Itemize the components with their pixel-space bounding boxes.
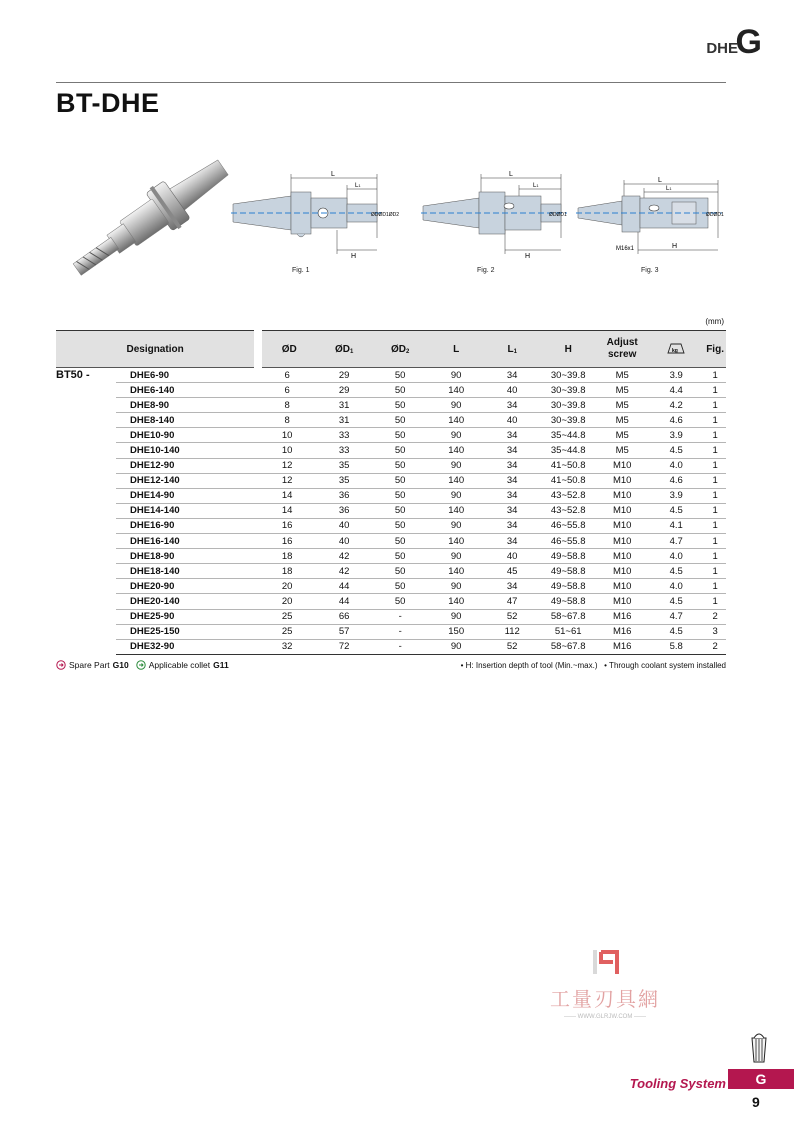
col-fig: Fig. [704, 331, 726, 368]
designation-cell: DHE6-90 [116, 368, 258, 383]
table-cell: 4.6 [648, 473, 704, 488]
table-cell: 4.5 [648, 503, 704, 518]
table-cell: - [372, 624, 428, 639]
spare-part-label: Spare Part [69, 660, 110, 670]
table-cell: M5 [596, 443, 648, 458]
table-cell: 12 [258, 458, 316, 473]
fig1-label-dims: ØDØD1ØD2 [371, 212, 400, 218]
table-cell: 14 [258, 503, 316, 518]
table-cell: 1 [704, 518, 726, 533]
table-cell: 42 [316, 564, 372, 579]
figure-1-caption: Fig. 1 [292, 267, 310, 274]
table-cell: 33 [316, 428, 372, 443]
table-cell: 34 [484, 488, 540, 503]
designation-cell: DHE10-90 [116, 428, 258, 443]
table-cell: 4.0 [648, 458, 704, 473]
footer-tooling-system: Tooling System [629, 1076, 726, 1091]
figure-2-caption: Fig. 2 [477, 267, 495, 274]
watermark-text: 工量刃具網 [550, 987, 660, 1011]
table-cell: 50 [372, 413, 428, 428]
table-cell: 41~50.8 [540, 458, 596, 473]
table-row [56, 534, 726, 549]
fig1-label-l: L [331, 171, 335, 178]
designation-cell: DHE12-90 [116, 458, 258, 473]
fig3-label-h: H [672, 243, 678, 250]
table-cell: 4.7 [648, 534, 704, 549]
designation-cell: DHE25-90 [116, 609, 258, 624]
table-cell: 1 [704, 458, 726, 473]
figure-3-caption: Fig. 3 [641, 267, 659, 274]
table-cell: 50 [372, 368, 428, 383]
section-tab[interactable]: G [728, 1069, 794, 1089]
table-row [56, 383, 726, 398]
table-cell: 90 [428, 518, 484, 533]
table-cell: 47 [484, 594, 540, 609]
table-cell: 50 [372, 594, 428, 609]
table-cell: 34 [484, 518, 540, 533]
watermark [520, 948, 690, 1020]
table-cell: 30~39.8 [540, 383, 596, 398]
table-cell: 6 [258, 383, 316, 398]
table-cell: - [372, 609, 428, 624]
table-cell: 16 [258, 534, 316, 549]
table-cell: 140 [428, 443, 484, 458]
table-cell: 90 [428, 609, 484, 624]
table-cell: 50 [372, 518, 428, 533]
fig1-label-l1: L1 [355, 183, 361, 189]
designation-cell: DHE18-90 [116, 549, 258, 564]
table-cell: 2 [704, 639, 726, 654]
table-cell: 4.5 [648, 594, 704, 609]
table-cell: 43~52.8 [540, 503, 596, 518]
table-row [56, 549, 726, 564]
table-cell: 2 [704, 609, 726, 624]
table-cell: 34 [484, 503, 540, 518]
table-cell: 3.9 [648, 488, 704, 503]
designation-cell: DHE10-140 [116, 443, 258, 458]
designation-cell: DHE32-90 [116, 639, 258, 654]
fig2-label-l: L [509, 171, 513, 178]
fig3-label-l: L [658, 177, 662, 184]
unit-label: (mm) [705, 317, 724, 326]
table-row [56, 428, 726, 443]
table-cell: 52 [484, 639, 540, 654]
table-cell: 40 [484, 549, 540, 564]
col-l1: L1 [484, 331, 540, 368]
table-cell: 58~67.8 [540, 609, 596, 624]
table-cell: 1 [704, 594, 726, 609]
table-cell: 3.9 [648, 428, 704, 443]
table-cell: 40 [316, 518, 372, 533]
col-l: L [428, 331, 484, 368]
table-cell: 50 [372, 488, 428, 503]
table-cell: M10 [596, 503, 648, 518]
table-cell: 50 [372, 398, 428, 413]
table-cell: 12 [258, 473, 316, 488]
table-cell: 3.9 [648, 368, 704, 383]
section-letter: G [735, 23, 762, 61]
table-cell: 1 [704, 473, 726, 488]
table-cell: 25 [258, 609, 316, 624]
table-cell: M10 [596, 534, 648, 549]
designation-cell: DHE8-140 [116, 413, 258, 428]
arrow-circle-icon [56, 660, 66, 670]
designation-cell: DHE14-90 [116, 488, 258, 503]
table-cell: 50 [372, 564, 428, 579]
table-cell: 50 [372, 443, 428, 458]
table-cell: 1 [704, 534, 726, 549]
table-cell: 140 [428, 503, 484, 518]
table-cell: 35~44.8 [540, 443, 596, 458]
table-cell: 46~55.8 [540, 534, 596, 549]
table-cell: 8 [258, 398, 316, 413]
designation-cell: DHE20-140 [116, 594, 258, 609]
designation-cell: DHE25-150 [116, 624, 258, 639]
table-cell: 57 [316, 624, 372, 639]
table-cell: 35~44.8 [540, 428, 596, 443]
table-cell: 34 [484, 398, 540, 413]
table-cell: 5.8 [648, 639, 704, 654]
table-cell: M10 [596, 594, 648, 609]
designation-cell: DHE18-140 [116, 564, 258, 579]
table-cell: 40 [316, 534, 372, 549]
table-cell: 4.7 [648, 609, 704, 624]
table-cell: 29 [316, 383, 372, 398]
table-cell: 40 [484, 413, 540, 428]
table-cell: 90 [428, 368, 484, 383]
table-cell: 50 [372, 383, 428, 398]
fig2-label-dims: ØDØD1 [549, 212, 567, 218]
table-cell: 140 [428, 594, 484, 609]
table-row [56, 518, 726, 533]
fig1-label-h: H [351, 253, 357, 260]
fig3-label-screw: M16x1 [616, 246, 635, 252]
table-cell: 4.5 [648, 624, 704, 639]
table-cell: M16 [596, 624, 648, 639]
table-cell: 140 [428, 473, 484, 488]
table-cell: 1 [704, 503, 726, 518]
table-row [56, 639, 726, 654]
page-title: BT-DHE [56, 88, 160, 118]
collet-icon [748, 1028, 770, 1066]
collet-ref[interactable]: G11 [213, 660, 229, 670]
table-cell: 25 [258, 624, 316, 639]
table-cell: - [372, 639, 428, 654]
group-label: BT50 - [56, 369, 90, 381]
table-cell: 52 [484, 609, 540, 624]
table-cell: 49~58.8 [540, 549, 596, 564]
table-cell: 20 [258, 579, 316, 594]
table-cell: 140 [428, 564, 484, 579]
fig3-label-dims: ØDØD1 [706, 212, 724, 218]
table-cell: M16 [596, 639, 648, 654]
table-cell: 1 [704, 383, 726, 398]
table-row [56, 503, 726, 518]
table-cell: 36 [316, 488, 372, 503]
table-cell: 43~52.8 [540, 488, 596, 503]
table-cell: 36 [316, 503, 372, 518]
table-cell: 34 [484, 579, 540, 594]
table-cell: 33 [316, 443, 372, 458]
table-cell: 1 [704, 579, 726, 594]
table-cell: 30~39.8 [540, 413, 596, 428]
table-cell: 50 [372, 534, 428, 549]
table-cell: 150 [428, 624, 484, 639]
table-cell: 90 [428, 398, 484, 413]
table-cell: 4.2 [648, 398, 704, 413]
table-cell: 49~58.8 [540, 579, 596, 594]
designation-cell: DHE6-140 [116, 383, 258, 398]
col-d: ØD [258, 331, 316, 368]
table-cell: 29 [316, 368, 372, 383]
table-cell: 58~67.8 [540, 639, 596, 654]
spare-part-ref[interactable]: G10 [112, 660, 129, 670]
table-cell: 140 [428, 383, 484, 398]
insertion-note: • H: Insertion depth of tool (Min.~max.) [460, 661, 598, 670]
table-cell: 34 [484, 368, 540, 383]
designation-cell: DHE16-140 [116, 534, 258, 549]
section-code: DHE [706, 40, 738, 57]
table-cell: 90 [428, 488, 484, 503]
col-h: H [540, 331, 596, 368]
table-cell: 50 [372, 549, 428, 564]
table-cell: 4.0 [648, 579, 704, 594]
table-cell: 3 [704, 624, 726, 639]
table-cell: 51~61 [540, 624, 596, 639]
table-header-row [56, 331, 726, 368]
fig2-label-l1: L1 [533, 183, 539, 189]
table-cell: M10 [596, 549, 648, 564]
table-cell: 50 [372, 473, 428, 488]
table-cell: 40 [484, 383, 540, 398]
table-cell: 90 [428, 458, 484, 473]
table-row [56, 609, 726, 624]
table-cell: 8 [258, 413, 316, 428]
table-cell: 50 [372, 503, 428, 518]
table-cell: 10 [258, 428, 316, 443]
col-d1: ØD1 [316, 331, 372, 368]
table-cell: 1 [704, 398, 726, 413]
table-row [56, 398, 726, 413]
table-cell: 4.4 [648, 383, 704, 398]
table-cell: M10 [596, 579, 648, 594]
table-cell: 72 [316, 639, 372, 654]
col-designation: Designation [56, 331, 258, 368]
table-cell: 10 [258, 443, 316, 458]
table-cell: 35 [316, 473, 372, 488]
table-cell: M10 [596, 564, 648, 579]
table-cell: 49~58.8 [540, 564, 596, 579]
footnote-notes [461, 661, 726, 670]
arrow-circle-icon [136, 660, 146, 670]
table-cell: 112 [484, 624, 540, 639]
figure-3-drawing [576, 168, 726, 260]
table-cell: 30~39.8 [540, 368, 596, 383]
table-cell: M16 [596, 609, 648, 624]
collet-label: Applicable collet [148, 660, 211, 670]
table-cell: 50 [372, 579, 428, 594]
footnote-refs [56, 660, 233, 670]
table-cell: M10 [596, 473, 648, 488]
table-cell: 1 [704, 488, 726, 503]
table-cell: 31 [316, 398, 372, 413]
page-number: 9 [752, 1094, 760, 1110]
col-d2: ØD2 [372, 331, 428, 368]
table-cell: 50 [372, 428, 428, 443]
table-cell: M10 [596, 458, 648, 473]
table-row [56, 594, 726, 609]
table-cell: 1 [704, 564, 726, 579]
table-cell: 14 [258, 488, 316, 503]
table-cell: 34 [484, 458, 540, 473]
spec-table [56, 330, 726, 655]
table-cell: 1 [704, 549, 726, 564]
table-cell: M5 [596, 413, 648, 428]
table-cell: 32 [258, 639, 316, 654]
table-row [56, 564, 726, 579]
table-cell: 4.5 [648, 443, 704, 458]
table-cell: 1 [704, 368, 726, 383]
table-cell: 1 [704, 443, 726, 458]
table-row [56, 624, 726, 639]
table-cell: 140 [428, 413, 484, 428]
watermark-logo [585, 948, 625, 978]
table-cell: 41~50.8 [540, 473, 596, 488]
product-photo [60, 140, 250, 290]
table-cell: 90 [428, 549, 484, 564]
designation-cell: DHE16-90 [116, 518, 258, 533]
table-cell: 1 [704, 413, 726, 428]
table-cell: 90 [428, 639, 484, 654]
table-cell: 90 [428, 579, 484, 594]
table-cell: M10 [596, 518, 648, 533]
table-row [56, 488, 726, 503]
designation-cell: DHE12-140 [116, 473, 258, 488]
table-cell: 16 [258, 518, 316, 533]
fig3-label-l1: L1 [666, 186, 672, 192]
watermark-url: —— WWW.GLRJW.COM —— [564, 1014, 646, 1020]
table-cell: M5 [596, 383, 648, 398]
table-cell: 4.6 [648, 413, 704, 428]
col-adjust-screw: Adjust screw [596, 331, 648, 368]
fig2-label-h: H [525, 253, 531, 260]
header-rule [56, 82, 726, 83]
weight-icon-text: kg [672, 347, 679, 354]
table-cell: 44 [316, 594, 372, 609]
table-cell: M10 [596, 488, 648, 503]
designation-cell: DHE8-90 [116, 398, 258, 413]
table-cell: 90 [428, 428, 484, 443]
table-row [56, 579, 726, 594]
table-cell: 140 [428, 534, 484, 549]
table-cell: 66 [316, 609, 372, 624]
table-cell: 42 [316, 549, 372, 564]
table-cell: 31 [316, 413, 372, 428]
table-row [56, 473, 726, 488]
table-cell: M5 [596, 428, 648, 443]
figure-2-drawing [421, 168, 571, 260]
table-cell: 20 [258, 594, 316, 609]
table-cell: 35 [316, 458, 372, 473]
table-cell: 1 [704, 428, 726, 443]
table-cell: 50 [372, 458, 428, 473]
table-cell: 49~58.8 [540, 594, 596, 609]
table-cell: 18 [258, 549, 316, 564]
designation-cell: DHE14-140 [116, 503, 258, 518]
table-cell: 34 [484, 428, 540, 443]
figure-1-drawing [231, 168, 400, 260]
table-cell: 34 [484, 443, 540, 458]
table-row [56, 458, 726, 473]
table-cell: 46~55.8 [540, 518, 596, 533]
designation-cell: DHE20-90 [116, 579, 258, 594]
col-weight [648, 331, 704, 368]
weight-kg-icon [667, 342, 685, 354]
table-cell: 4.0 [648, 549, 704, 564]
table-cell: M5 [596, 368, 648, 383]
table-cell: 6 [258, 368, 316, 383]
table-cell: 4.5 [648, 564, 704, 579]
table-row [56, 443, 726, 458]
table-cell: 18 [258, 564, 316, 579]
table-cell: 34 [484, 534, 540, 549]
table-row [56, 368, 726, 383]
table-cell: 34 [484, 473, 540, 488]
table-cell: 4.1 [648, 518, 704, 533]
coolant-note: • Through coolant system installed [604, 661, 726, 670]
table-cell: 45 [484, 564, 540, 579]
table-cell: 30~39.8 [540, 398, 596, 413]
table-row [56, 413, 726, 428]
table-cell: M5 [596, 398, 648, 413]
table-cell: 44 [316, 579, 372, 594]
